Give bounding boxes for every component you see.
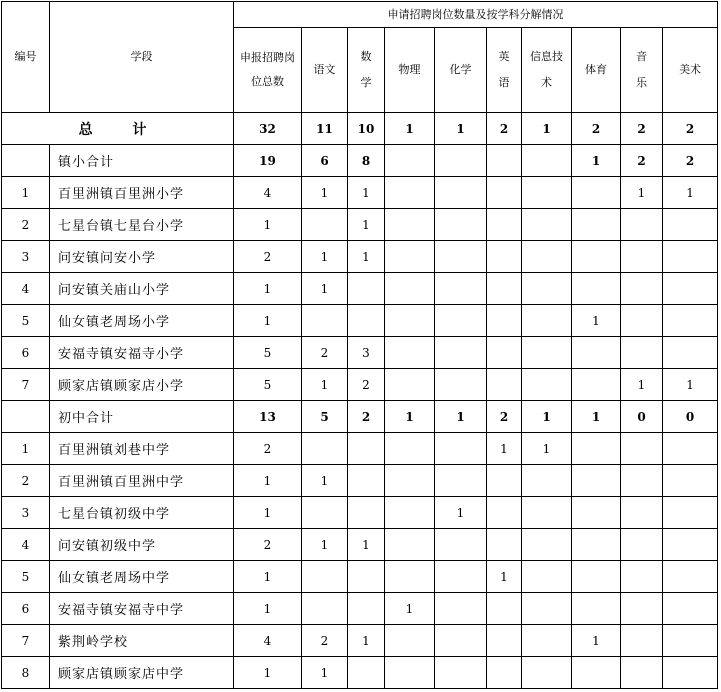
subject-count-cell [435, 657, 487, 689]
row-id-cell: 3 [2, 241, 50, 273]
school-name-cell: 顾家店镇顾家店中学 [50, 657, 234, 689]
row-id-cell: 3 [2, 497, 50, 529]
subject-count-cell [522, 305, 572, 337]
school-name-cell: 仙女镇老周场中学 [50, 561, 234, 593]
school-name-cell: 问安镇问安小学 [50, 241, 234, 273]
subject-count-cell [663, 433, 718, 465]
subject-count-cell [621, 305, 663, 337]
school-name-cell: 顾家店镇顾家店小学 [50, 369, 234, 401]
subject-count-cell: 3 [348, 337, 385, 369]
subject-count-cell [572, 241, 621, 273]
total-positions-cell: 2 [234, 241, 302, 273]
subject-count-cell [435, 241, 487, 273]
table-row [2, 177, 718, 209]
row-id-cell: 1 [2, 433, 50, 465]
subject-count-cell [348, 593, 385, 625]
subject-count-cell [522, 593, 572, 625]
school-name-cell: 安福寺镇安福寺小学 [50, 337, 234, 369]
total-positions-cell: 4 [234, 625, 302, 657]
subject-count-cell [487, 145, 522, 177]
header-subject: 音乐 [621, 28, 663, 113]
subject-count-cell [522, 241, 572, 273]
subject-count-cell [663, 593, 718, 625]
total-positions-cell: 1 [234, 497, 302, 529]
total-positions-cell: 1 [234, 593, 302, 625]
school-name-cell: 百里洲镇百里洲中学 [50, 465, 234, 497]
subject-count-cell [435, 593, 487, 625]
school-name-cell: 紫荆岭学校 [50, 625, 234, 657]
subject-count-cell [302, 209, 348, 241]
total-positions-cell: 2 [234, 529, 302, 561]
subject-count-cell: 1 [621, 369, 663, 401]
subject-count-cell [348, 465, 385, 497]
subject-count-cell: 2 [663, 113, 718, 145]
subject-count-cell [348, 273, 385, 305]
subject-count-cell: 1 [302, 529, 348, 561]
header-subject: 信息技术 [522, 28, 572, 113]
subject-count-cell [435, 145, 487, 177]
subject-count-cell [621, 337, 663, 369]
subject-count-cell [348, 561, 385, 593]
subject-count-cell [572, 657, 621, 689]
subject-count-cell: 11 [302, 113, 348, 145]
subject-count-cell [663, 497, 718, 529]
subject-count-cell [385, 305, 435, 337]
subject-count-cell: 2 [663, 145, 718, 177]
subject-count-cell: 2 [302, 625, 348, 657]
subject-count-cell [621, 561, 663, 593]
subject-count-cell [435, 273, 487, 305]
subject-count-cell [435, 177, 487, 209]
table-row [2, 209, 718, 241]
subject-count-cell [435, 529, 487, 561]
subject-count-cell: 1 [348, 529, 385, 561]
subject-count-cell: 1 [348, 177, 385, 209]
subject-count-cell: 1 [302, 177, 348, 209]
subject-count-cell [385, 369, 435, 401]
school-name-cell: 百里洲镇百里洲小学 [50, 177, 234, 209]
total-positions-cell: 1 [234, 657, 302, 689]
subject-count-cell [572, 273, 621, 305]
subject-count-cell: 1 [572, 401, 621, 433]
subject-count-cell [487, 273, 522, 305]
subject-count-cell [435, 433, 487, 465]
subject-count-cell [487, 369, 522, 401]
subject-count-cell: 2 [302, 337, 348, 369]
subject-count-cell: 2 [348, 401, 385, 433]
subject-count-cell [385, 337, 435, 369]
subject-count-cell: 1 [572, 145, 621, 177]
subject-count-cell [435, 209, 487, 241]
subject-count-cell [621, 209, 663, 241]
subject-count-cell: 1 [487, 561, 522, 593]
row-id-cell: 4 [2, 529, 50, 561]
total-positions-cell: 1 [234, 561, 302, 593]
subject-count-cell [621, 465, 663, 497]
row-id-cell: 8 [2, 657, 50, 689]
subject-count-cell: 1 [435, 497, 487, 529]
subject-count-cell: 2 [621, 113, 663, 145]
subject-count-cell: 1 [621, 177, 663, 209]
subject-count-cell [385, 209, 435, 241]
subject-count-cell: 1 [435, 401, 487, 433]
row-id-cell: 5 [2, 561, 50, 593]
subject-count-cell [663, 337, 718, 369]
subject-count-cell [572, 337, 621, 369]
subject-count-cell [621, 593, 663, 625]
total-positions-cell: 19 [234, 145, 302, 177]
subject-count-cell [487, 305, 522, 337]
header-subject: 体育 [572, 28, 621, 113]
table-row [2, 465, 718, 497]
subject-count-cell [348, 497, 385, 529]
table-row [2, 337, 718, 369]
subject-count-cell [621, 529, 663, 561]
subject-count-cell [522, 273, 572, 305]
subject-count-cell [572, 433, 621, 465]
subject-count-cell: 1 [385, 593, 435, 625]
subject-count-cell [663, 529, 718, 561]
subject-count-cell [385, 625, 435, 657]
subject-count-cell: 0 [621, 401, 663, 433]
subject-count-cell [522, 657, 572, 689]
table-row [2, 593, 718, 625]
total-positions-cell: 5 [234, 337, 302, 369]
subject-count-cell: 2 [487, 401, 522, 433]
subject-count-cell: 1 [302, 273, 348, 305]
subject-count-cell [663, 625, 718, 657]
subject-count-cell: 1 [663, 177, 718, 209]
row-id-cell: 6 [2, 593, 50, 625]
table-row [2, 657, 718, 689]
subject-count-cell [572, 593, 621, 625]
subject-count-cell [522, 177, 572, 209]
subject-count-cell [572, 369, 621, 401]
row-id-cell: 7 [2, 625, 50, 657]
grand-total-label: 总 计 [2, 113, 234, 145]
subject-count-cell [348, 433, 385, 465]
subject-count-cell: 6 [302, 145, 348, 177]
row-id-cell: 4 [2, 273, 50, 305]
subject-count-cell [435, 465, 487, 497]
subject-count-cell [522, 145, 572, 177]
table-row [2, 561, 718, 593]
school-name-cell: 七星台镇初级中学 [50, 497, 234, 529]
recruitment-table [1, 1, 718, 689]
subtotal-label: 初中合计 [50, 401, 234, 433]
subject-count-cell: 1 [302, 241, 348, 273]
subject-count-cell [487, 337, 522, 369]
subject-count-cell [522, 465, 572, 497]
subject-count-cell [663, 273, 718, 305]
subject-count-cell [487, 209, 522, 241]
subject-count-cell [385, 529, 435, 561]
table-row [2, 433, 718, 465]
subtotal-label: 镇小合计 [50, 145, 234, 177]
table-row [2, 241, 718, 273]
subject-count-cell: 1 [348, 209, 385, 241]
school-name-cell: 问安镇关庙山小学 [50, 273, 234, 305]
table-row [2, 369, 718, 401]
total-positions-cell: 13 [234, 401, 302, 433]
subject-count-cell [385, 465, 435, 497]
subject-count-cell [302, 561, 348, 593]
header-subject: 语文 [302, 28, 348, 113]
header-id: 编号 [2, 2, 50, 113]
subject-count-cell [522, 497, 572, 529]
total-positions-cell: 32 [234, 113, 302, 145]
header-subject: 数学 [348, 28, 385, 113]
subject-count-cell [385, 657, 435, 689]
subtotal-row [2, 401, 718, 433]
subject-count-cell: 2 [572, 113, 621, 145]
table-row [2, 625, 718, 657]
subject-count-cell [487, 241, 522, 273]
school-name-cell: 安福寺镇安福寺中学 [50, 593, 234, 625]
row-id-cell: 2 [2, 209, 50, 241]
subject-count-cell [663, 465, 718, 497]
subject-count-cell: 0 [663, 401, 718, 433]
table-row [2, 497, 718, 529]
subject-count-cell: 1 [348, 625, 385, 657]
subject-count-cell: 1 [572, 625, 621, 657]
subject-count-cell: 1 [522, 401, 572, 433]
subject-count-cell [572, 561, 621, 593]
subject-count-cell [572, 465, 621, 497]
row-id-cell: 7 [2, 369, 50, 401]
subject-count-cell [522, 337, 572, 369]
subject-count-cell: 1 [487, 433, 522, 465]
subject-count-cell [348, 657, 385, 689]
subject-count-cell: 1 [302, 465, 348, 497]
subject-count-cell [522, 561, 572, 593]
subject-count-cell [435, 561, 487, 593]
grand-total-row [2, 113, 718, 145]
table-row [2, 273, 718, 305]
total-positions-cell: 5 [234, 369, 302, 401]
subject-count-cell [621, 657, 663, 689]
subject-count-cell: 1 [572, 305, 621, 337]
row-id-cell: 1 [2, 177, 50, 209]
subject-count-cell [487, 177, 522, 209]
subject-count-cell [572, 209, 621, 241]
subject-count-cell [487, 465, 522, 497]
school-name-cell: 仙女镇老周场小学 [50, 305, 234, 337]
row-id-cell: 2 [2, 465, 50, 497]
subject-count-cell [385, 145, 435, 177]
total-positions-cell: 4 [234, 177, 302, 209]
subject-count-cell [522, 625, 572, 657]
subject-count-cell [487, 529, 522, 561]
subject-count-cell [302, 497, 348, 529]
school-name-cell: 七星台镇七星台小学 [50, 209, 234, 241]
subject-count-cell: 2 [487, 113, 522, 145]
subject-count-cell [302, 305, 348, 337]
total-positions-cell: 2 [234, 433, 302, 465]
subject-count-cell [385, 433, 435, 465]
subject-count-cell: 1 [522, 433, 572, 465]
subject-count-cell [621, 433, 663, 465]
subject-count-cell [435, 625, 487, 657]
subject-count-cell [621, 241, 663, 273]
school-name-cell: 问安镇初级中学 [50, 529, 234, 561]
subject-count-cell [572, 177, 621, 209]
subject-count-cell [435, 369, 487, 401]
row-id-cell [2, 145, 50, 177]
header-subject: 美术 [663, 28, 718, 113]
subject-count-cell [663, 305, 718, 337]
subject-count-cell [487, 497, 522, 529]
subject-count-cell [487, 593, 522, 625]
subject-count-cell: 2 [621, 145, 663, 177]
subject-count-cell [487, 657, 522, 689]
subject-count-cell [572, 529, 621, 561]
subject-count-cell [348, 305, 385, 337]
subject-count-cell: 5 [302, 401, 348, 433]
header-subject: 化学 [435, 28, 487, 113]
subject-count-cell: 10 [348, 113, 385, 145]
subject-count-cell [435, 305, 487, 337]
subject-count-cell [663, 241, 718, 273]
subject-count-cell [663, 657, 718, 689]
table-row [2, 529, 718, 561]
total-positions-cell: 1 [234, 305, 302, 337]
subject-count-cell: 1 [302, 369, 348, 401]
school-name-cell: 百里洲镇刘巷中学 [50, 433, 234, 465]
subject-count-cell: 1 [385, 113, 435, 145]
subject-count-cell: 1 [348, 241, 385, 273]
table-row [2, 305, 718, 337]
total-positions-cell: 1 [234, 465, 302, 497]
subject-count-cell [385, 561, 435, 593]
subject-count-cell: 1 [435, 113, 487, 145]
header-subject: 英语 [487, 28, 522, 113]
subject-count-cell: 1 [663, 369, 718, 401]
header-total-positions: 申报招聘岗位总数 [234, 28, 302, 113]
subject-count-cell [621, 625, 663, 657]
subject-count-cell [385, 497, 435, 529]
subject-count-cell: 1 [522, 113, 572, 145]
total-positions-cell: 1 [234, 209, 302, 241]
subject-count-cell [435, 337, 487, 369]
subject-count-cell [663, 561, 718, 593]
header-school: 学段 [50, 2, 234, 113]
subject-count-cell [522, 369, 572, 401]
subject-count-cell [487, 625, 522, 657]
subject-count-cell [302, 593, 348, 625]
subject-count-cell: 1 [385, 401, 435, 433]
subject-count-cell [621, 497, 663, 529]
subject-count-cell [385, 177, 435, 209]
total-positions-cell: 1 [234, 273, 302, 305]
subtotal-row [2, 145, 718, 177]
subject-count-cell [302, 433, 348, 465]
subject-count-cell [572, 497, 621, 529]
subject-count-cell [385, 241, 435, 273]
subject-count-cell [663, 209, 718, 241]
subject-count-cell: 1 [302, 657, 348, 689]
subject-count-cell: 2 [348, 369, 385, 401]
subject-count-cell [522, 209, 572, 241]
row-id-cell: 6 [2, 337, 50, 369]
row-id-cell [2, 401, 50, 433]
header-subject: 物理 [385, 28, 435, 113]
subject-count-cell [385, 273, 435, 305]
subject-count-cell: 8 [348, 145, 385, 177]
row-id-cell: 5 [2, 305, 50, 337]
subject-count-cell [522, 529, 572, 561]
subject-count-cell [621, 273, 663, 305]
header-group: 申请招聘岗位数量及按学科分解情况 [234, 2, 718, 28]
